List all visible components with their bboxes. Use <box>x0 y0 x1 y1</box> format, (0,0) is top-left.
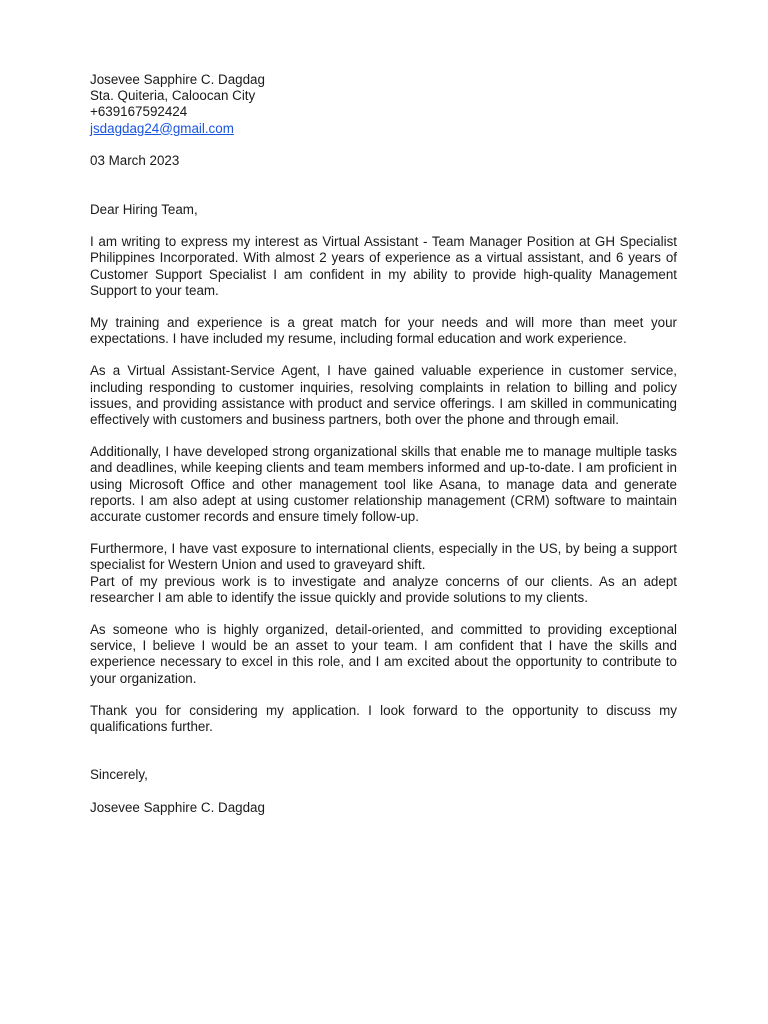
paragraph-experience: As a Virtual Assistant-Service Agent, I have gained valuable experience in customer service, including responding to customer inquiries, resolving complaints in relation to billing and policy issues, and providing assistance with product and service offerings. I am skilled in communicating effectively with customers and business partners, both over the phone and through email. <box>90 363 677 428</box>
closing: Sincerely, <box>90 767 148 783</box>
letter-date: 03 March 2023 <box>90 152 180 168</box>
sender-address: Sta. Quiteria, Caloocan City <box>90 88 256 104</box>
sender-block <box>90 72 677 137</box>
paragraph-intro: I am writing to express my interest as Virtual Assistant - Team Manager Position at GH Specialist Philippines Incorporated. With almost 2 years of experience as a virtual assistant, and 6 years of Customer Support Specialist I am confident in my ability to provide high-quality Management Support to your team. <box>90 234 677 298</box>
sender-phone: +639167592424 <box>90 104 188 120</box>
sender-email-link[interactable]: jsdagdag24@gmail.com <box>90 120 234 136</box>
cover-letter <box>90 72 677 816</box>
paragraph-exposure <box>90 541 677 606</box>
paragraph-exposure-part1: Furthermore, I have vast exposure to international clients, especially in the US, by being a support specialist for Western Union and used to graveyard shift. <box>90 541 677 573</box>
paragraph-exposure-part2: Part of my previous work is to investigate and analyze concerns of our clients. As an adept researcher I am able to identify the issue quickly and provide solutions to my clients. <box>90 573 677 605</box>
paragraph-fit: My training and experience is a great match for your needs and will more than meet your expectations. I have included my resume, including formal education and work experience. <box>90 315 677 347</box>
sender-name: Josevee Sapphire C. Dagdag <box>90 72 265 87</box>
paragraph-skills: Additionally, I have developed strong organizational skills that enable me to manage multiple tasks and deadlines, while keeping clients and team members informed and up-to-date. I am proficient in using Microsoft Office and other management tool like Asana, to manage data and generate reports. I am also adept at using customer relationship management (CRM) software to maintain accurate customer records and ensure timely follow-up. <box>90 444 677 525</box>
paragraph-thanks: Thank you for considering my application. I look forward to the opportunity to discuss my qualifications further. <box>90 702 677 735</box>
signature-name: Josevee Sapphire C. Dagdag <box>90 799 265 815</box>
paragraph-summary: As someone who is highly organized, detail-oriented, and committed to providing exceptional service, I believe I would be an asset to your team. I am confident that I have the skills and experience necessary to excel in this role, and I am excited about the opportunity to contribute to your organization. <box>90 622 677 686</box>
salutation: Dear Hiring Team, <box>90 202 198 218</box>
